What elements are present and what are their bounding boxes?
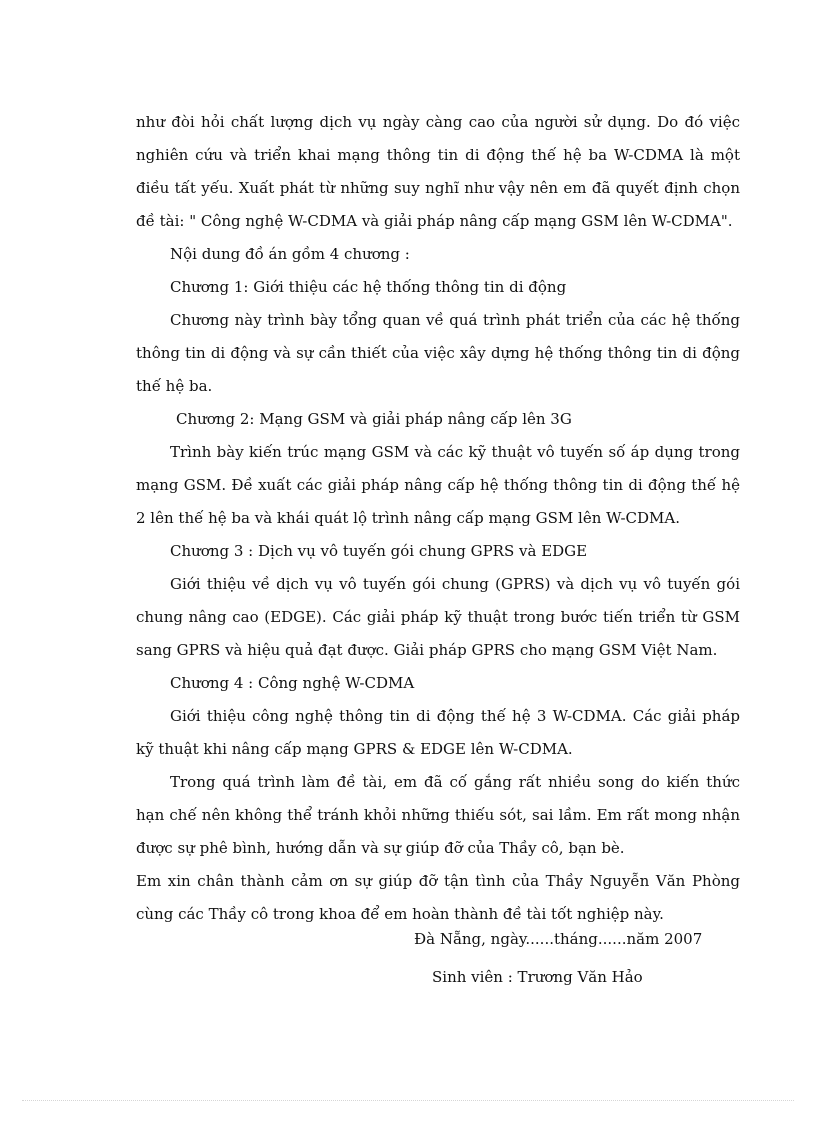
chapter-4-description: Giới thiệu công nghệ thông tin di động thế hệ 3 W-CDMA. Các giải pháp kỹ thuật khi nâng cấp mạng GPRS & EDGE lên W-CDMA. — [136, 707, 740, 758]
page-footer-rule — [22, 1100, 794, 1101]
intro-paragraph: như đòi hỏi chất lượng dịch vụ ngày càng cao của người sử dụng. Do đó việc nghiên cứu và triển khai mạng thông tin di động thế hệ ba W-CDMA là một điều tất yếu. Xuất phát từ những suy nghĩ như vậy nên em đã quyết định chọn đề tài: " Công nghệ W-CDMA và giải pháp nâng cấp mạng GSM lên W-CDMA". — [136, 113, 740, 230]
student-signature: Sinh viên : Trương Văn Hảo — [432, 968, 643, 986]
limitations-paragraph: Trong quá trình làm đề tài, em đã cố gắng rất nhiều song do kiến thức hạn chế nên không thể tránh khỏi những thiếu sót, sai lầm. Em rất mong nhận được sự phê bình, hướng dẫn và sự giúp đỡ của Thầy cô, bạn bè. — [136, 773, 740, 857]
chapter-3-title: Chương 3 : Dịch vụ vô tuyến gói chung GPRS và EDGE — [170, 542, 588, 560]
chapter-2-description: Trình bày kiến trúc mạng GSM và các kỹ thuật vô tuyến số áp dụng trong mạng GSM. Đề xuất các giải pháp nâng cấp hệ thống thông tin di động thế hệ 2 lên thế hệ ba và khái quát lộ trình nâng cấp mạng GSM lên W-CDMA. — [136, 443, 740, 527]
place-date-line: Đà Nẵng, ngày......tháng......năm 2007 — [414, 930, 703, 948]
chapter-2-title: Chương 2: Mạng GSM và giải pháp nâng cấp lên 3G — [176, 410, 572, 428]
chapter-4-title: Chương 4 : Công nghệ W-CDMA — [170, 674, 415, 692]
chapter-1-description: Chương này trình bày tổng quan về quá trình phát triển của các hệ thống thông tin di động và sự cần thiết của việc xây dựng hệ thống thông tin di động thế hệ ba. — [136, 311, 740, 395]
chapter-3-description: Giới thiệu về dịch vụ vô tuyến gói chung (GPRS) và dịch vụ vô tuyến gói chung nâng cao (EDGE). Các giải pháp kỹ thuật trong bước tiến triển từ GSM sang GPRS và hiệu quả đạt được. Giải pháp GPRS cho mạng GSM Việt Nam. — [136, 575, 740, 659]
chapter-1-title: Chương 1: Giới thiệu các hệ thống thông tin di động — [170, 278, 567, 296]
body-text — [136, 106, 740, 931]
thanks-paragraph: Em xin chân thành cảm ơn sự giúp đỡ tận tình của Thầy Nguyễn Văn Phòng cùng các Thầy cô trong khoa để em hoàn thành đề tài tốt nghiệp này. — [136, 872, 740, 923]
contents-intro: Nội dung đồ án gồm 4 chương : — [170, 245, 410, 263]
